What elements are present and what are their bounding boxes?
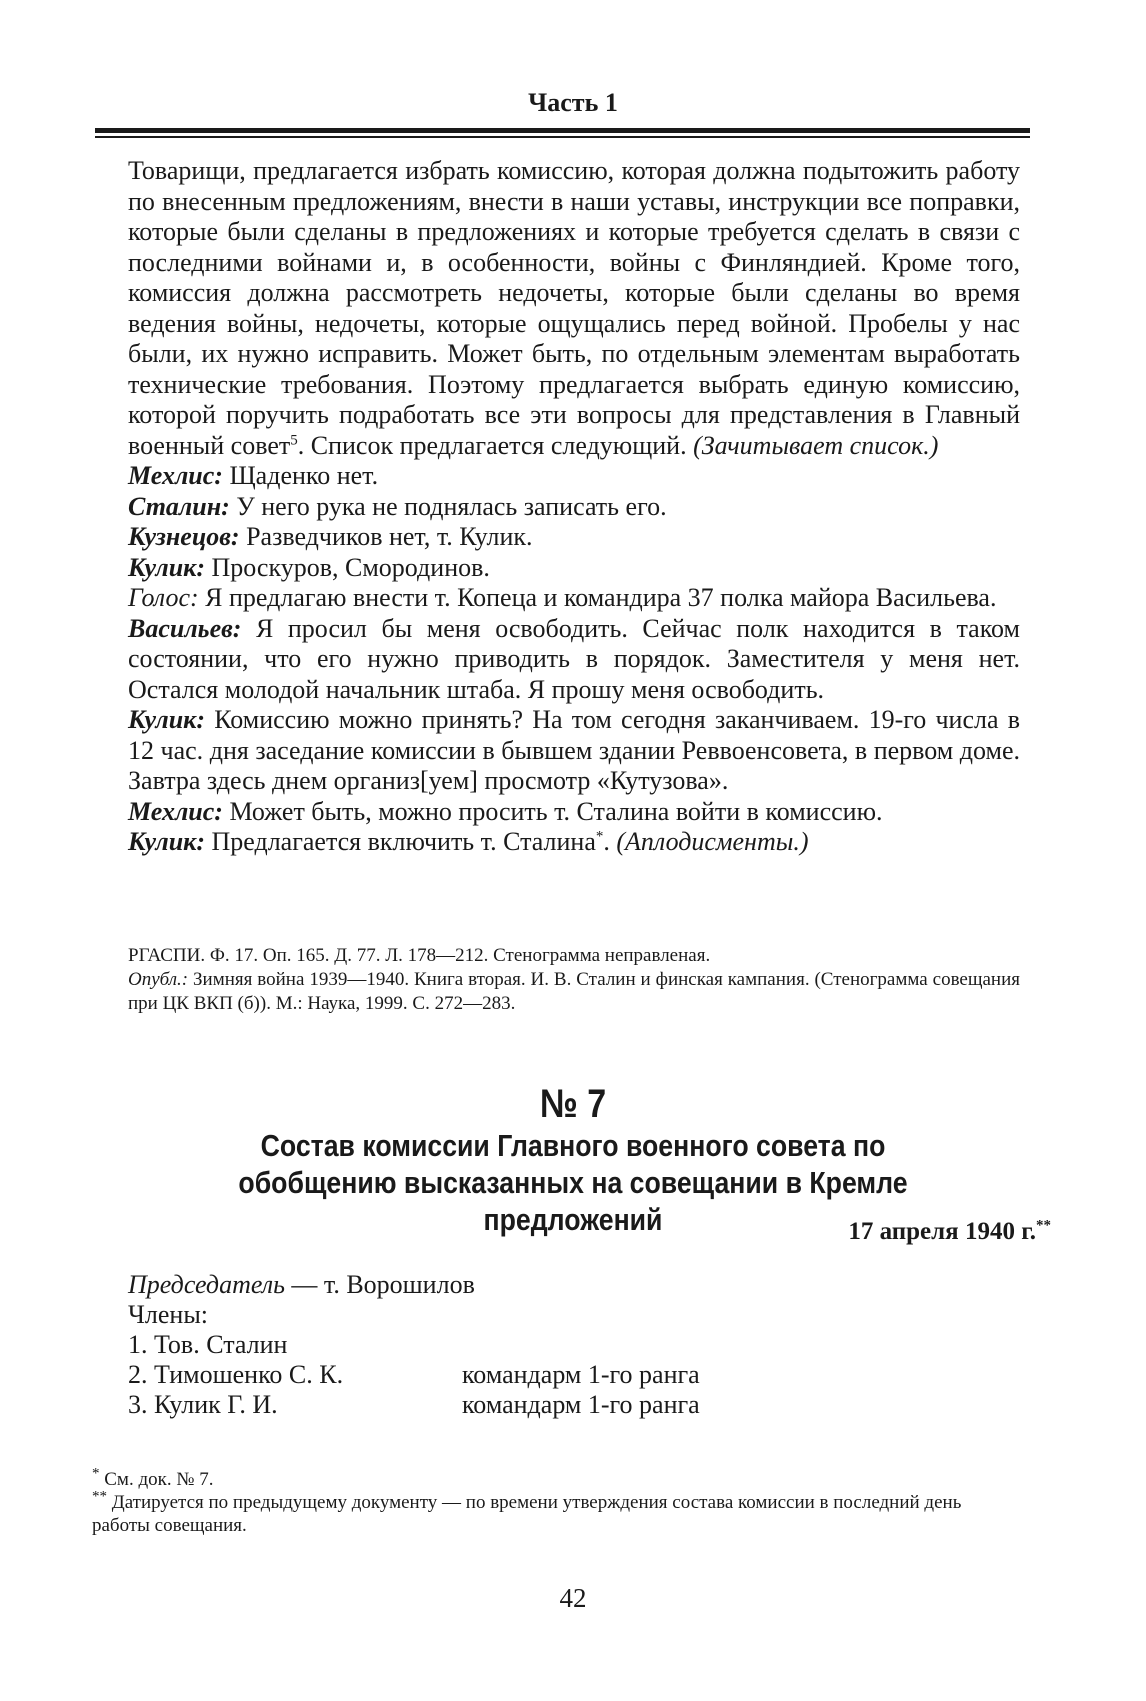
speaker-name: Кулик:: [128, 552, 205, 582]
chair-label: Председатель: [128, 1270, 285, 1299]
header-rule-thin: [95, 136, 1030, 138]
remark: Кузнецов: Разведчиков нет, т. Кулик.: [128, 522, 533, 551]
source-citation: [128, 944, 1020, 1016]
speaker-name: Кузнецов:: [128, 522, 240, 551]
header-rule-thick: [95, 128, 1030, 133]
speaker-name: Мехлис:: [128, 796, 223, 826]
intro-paragraph: Товарищи, предлагается избрать комиссию, которая должна подытожить работу по внесенным предложениям, внести в наши уставы, инструкции все поправки, которые были сделаны в предложениях и которые требуется сделать в связи с последними войнами и, в особенности, войны с Финляндией. Кроме того, комиссия должна рассмотреть недочеты, которые были сделаны во время ведения войны, недочеты, которые ощущались перед войной. Пробелы у нас были, их нужно исправить. Может быть, по отдельным элементам выработать технические требования. Поэтому предлагается выбрать единую комиссию, которой поручить подработать все эти вопросы для представления в Главный военный совет$^5$. Список предлагается следующий. (Зачитывает список.): [128, 156, 1020, 460]
remark: Кулик: Проскуров, Смородинов.: [128, 552, 490, 582]
speaker-name: Кулик:: [128, 827, 205, 856]
footnote-ref: *: [595, 828, 604, 845]
list-item: 1. Тов. Сталин: [128, 1330, 288, 1359]
remark: Голос: Я предлагаю внести т. Копеца и командира 37 полка майора Васильева.: [128, 583, 997, 612]
remark: Васильев: Я просил бы меня освободить. Сейчас полк находится в таком состоянии, что его нужно приводить в порядок. Заместителя у меня нет. Остался молодой начальник штаба. Я прошу меня освободить.: [128, 613, 1020, 704]
running-title: Часть 1: [528, 88, 618, 117]
stage-direction: (Зачитывает список.): [693, 430, 939, 460]
list-item: 2. Тимошенко С. К. командарм 1-го ранга: [128, 1360, 700, 1389]
list-item: 3. Кулик Г. И. командарм 1-го ранга: [128, 1390, 700, 1419]
speaker-name: Васильев:: [128, 613, 242, 643]
footnotes: [92, 1465, 1024, 1537]
speaker-name: Сталин:: [128, 491, 230, 521]
commission-list: [128, 1270, 1020, 1420]
remark: Мехлис: Щаденко нет.: [128, 461, 379, 490]
remark: Сталин: У него рука не поднялась записать его.: [128, 491, 667, 521]
chair-line: Председатель — т. Ворошилов: [128, 1270, 475, 1299]
remark: Кулик: Комиссию можно принять? На том сегодня заканчиваем. 19-го числа в 12 час. дня заседание комиссии в бывшем здании Реввоенсовета, в первом доме. Завтра здесь днем организ[уем] просмотр «Кутузова».: [128, 705, 1020, 795]
publication-reference: Опубл.: Зимняя война 1939—1940. Книга вторая. И. В. Сталин и финская кампания. (Стенограмма совещания при ЦК ВКП (б)). М.: Наука, 1999. С. 272—283.: [128, 969, 1020, 1014]
page-number: 42: [559, 1583, 587, 1613]
document-title: Состав комиссии Главного военного совета по обобщению высказанных на совещании в Кремле предложений: [238, 1128, 908, 1237]
speaker-name: Мехлис:: [128, 461, 223, 490]
document-date: 17 апреля 1940 г.**: [848, 1217, 1051, 1245]
transcript-body: [128, 156, 1020, 858]
archive-reference: РГАСПИ. Ф. 17. Оп. 165. Д. 77. Л. 178—212. Стенограмма неправленая.: [128, 945, 711, 966]
footnote: ** Датируется по предыдущему документу — по времени утверждения состава комиссии в последний день работы совещания.: [92, 1488, 962, 1536]
speaker-name: Голос:: [128, 583, 199, 612]
footnote: * См. док. № 7.: [92, 1465, 214, 1490]
stage-direction: (Аплодисменты.): [616, 827, 809, 856]
footnote-ref: **: [1036, 1217, 1051, 1234]
members-label: Члены:: [128, 1300, 209, 1329]
footnote-ref: 5: [290, 431, 298, 448]
remark: Кулик: Предлагается включить т. Сталина*. (Аплодисменты.): [128, 827, 809, 856]
remark: Мехлис: Может быть, можно просить т. Сталина войти в комиссию.: [128, 796, 883, 826]
speaker-name: Кулик:: [128, 705, 205, 734]
document-number: № 7: [539, 1082, 607, 1126]
